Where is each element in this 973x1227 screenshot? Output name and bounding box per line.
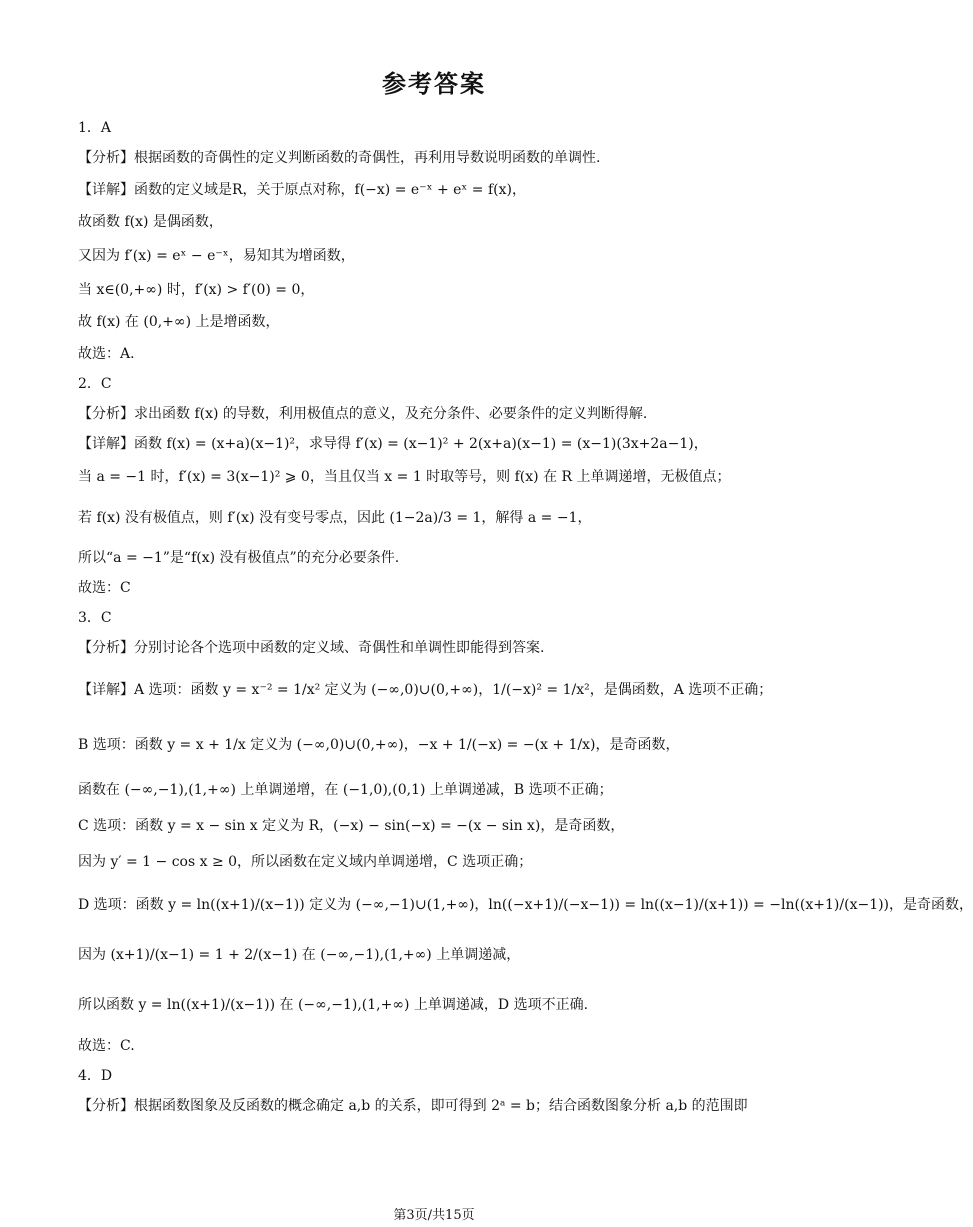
page-title: 参考答案	[382, 70, 486, 98]
answer-2-detail-line: 【详解】函数 f(x) = (x+a)(x−1)²，求导得 f′(x) = (x−1)² + 2(x+a)(x−1) = (x−1)(3x+2a−1)，	[78, 436, 708, 452]
answer-3-detail-line: B 选项：函数 y = x + 1/x 定义为 (−∞,0)∪(0,+∞)，−x + 1/(−x) = −(x + 1/x)，是奇函数，	[78, 737, 680, 753]
page-footer: 第3页/共15页	[393, 1208, 475, 1223]
answer-3-detail-line: C 选项：函数 y = x − sin x 定义为 R，(−x) − sin(−x) = −(x − sin x)，是奇函数，	[78, 818, 625, 834]
answer-1-detail-line: 又因为 f′(x) = eˣ − e⁻ˣ，易知其为增函数，	[78, 248, 355, 264]
answer-1-choice: 故选：A.	[78, 346, 135, 362]
answer-3-heading: 3．C	[78, 610, 112, 626]
answer-4-heading: 4．D	[78, 1068, 113, 1084]
answer-2-choice: 故选：C	[78, 580, 131, 596]
answer-4-analysis: 【分析】根据函数图象及反函数的概念确定 a,b 的关系，即可得到 2ᵃ = b；结合函数图象分析 a,b 的范围即	[78, 1098, 748, 1114]
answer-2-analysis: 【分析】求出函数 f(x) 的导数，利用极值点的意义，及充分条件、必要条件的定义判断得解.	[78, 406, 648, 422]
answer-1-analysis: 【分析】根据函数的奇偶性的定义判断函数的奇偶性，再利用导数说明函数的单调性.	[78, 150, 601, 166]
answer-3-choice: 故选：C.	[78, 1038, 135, 1054]
answer-1-detail-line: 故函数 f(x) 是偶函数，	[78, 214, 223, 230]
answer-2-detail-line: 当 a = −1 时，f′(x) = 3(x−1)² ⩾ 0，当且仅当 x = 1 时取等号，则 f(x) 在 R 上单调递增，无极值点；	[78, 469, 731, 485]
answer-1-detail-line: 故 f(x) 在 (0,+∞) 上是增函数，	[78, 314, 280, 330]
answer-3-detail-line: 所以函数 y = ln((x+1)/(x−1)) 在 (−∞,−1),(1,+∞) 上单调递减，D 选项不正确.	[78, 997, 589, 1013]
answer-2-detail-line: 若 f(x) 没有极值点，则 f′(x) 没有变号零点，因此 (1−2a)/3 = 1，解得 a = −1，	[78, 510, 592, 526]
answer-3-detail-line: D 选项：函数 y = ln((x+1)/(x−1)) 定义为 (−∞,−1)∪(1,+∞)，ln((−x+1)/(−x−1)) = ln((x−1)/(x+1)) = −ln((x+1)/(x−1))，是奇函数，	[78, 897, 973, 913]
answer-1-detail-line: 当 x∈(0,+∞) 时，f′(x) > f′(0) = 0，	[78, 282, 315, 298]
answer-3-analysis: 【分析】分别讨论各个选项中函数的定义域、奇偶性和单调性即能得到答案.	[78, 640, 545, 656]
answer-1-heading: 1．A	[78, 120, 112, 136]
answer-2-heading: 2．C	[78, 376, 112, 392]
answer-3-detail-line: 因为 (x+1)/(x−1) = 1 + 2/(x−1) 在 (−∞,−1),(1,+∞) 上单调递减，	[78, 947, 521, 963]
answer-3-detail-line: 函数在 (−∞,−1),(1,+∞) 上单调递增，在 (−1,0),(0,1) 上单调递减，B 选项不正确；	[78, 782, 613, 798]
answer-1-detail-line: 【详解】函数的定义域是R，关于原点对称，f(−x) = e⁻ˣ + eˣ = f(x)，	[78, 182, 526, 198]
answer-3-detail-line: 【详解】A 选项：函数 y = x⁻² = 1/x² 定义为 (−∞,0)∪(0,+∞)，1/(−x)² = 1/x²，是偶函数，A 选项不正确；	[78, 682, 773, 698]
answer-2-detail-line: 所以“a = −1”是“f(x) 没有极值点”的充分必要条件.	[78, 550, 400, 566]
answer-3-detail-line: 因为 y′ = 1 − cos x ≥ 0，所以函数在定义域内单调递增，C 选项正确；	[78, 854, 533, 870]
